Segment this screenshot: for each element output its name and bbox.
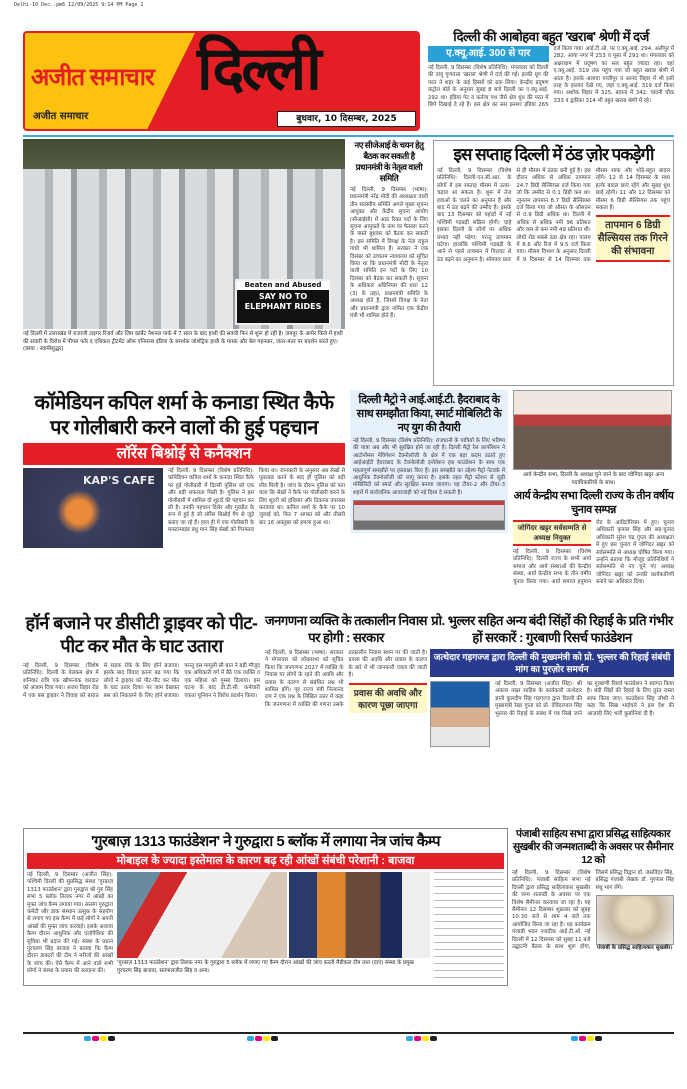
- cji-headline: नए सीजेआई के चयन हेतु बैठक कर सकती है प्रधानमंत्री के नेतृत्व वाली समिति: [354, 140, 424, 183]
- arya-photo: [513, 390, 672, 470]
- cold-headline: इस सप्ताह दिल्ली में ठंड ज़ोर पकड़ेगी: [453, 145, 654, 164]
- cold-body-wrap: [437, 168, 670, 265]
- cafe-photo: [23, 468, 163, 548]
- arya-photo-caption: आर्य केन्द्रीय सभा, दिल्ली के अध्यक्ष चुने जाने के बाद जोगिंदर खट्टर अन्य पदाधिकारियों के साथ।: [522, 472, 665, 486]
- arya-body-wrap: [513, 520, 674, 587]
- arya-headline: आर्य केन्द्रीय सभा दिल्ली राज्य के तीन वर्षीय चुनाव सम्पन्न: [513, 490, 674, 516]
- sign-text-2: SAY NO TO ELEPHANT RIDES: [244, 292, 322, 311]
- divider: [23, 135, 674, 137]
- color-registration-mark: [247, 1036, 278, 1041]
- color-registration-mark: [406, 1036, 437, 1041]
- eye-camp-band: मोबाइल के ज्यादा इस्तेमाल के कारण बढ़ रही आंखों संबंधी परेशानी : बाजवा: [27, 853, 504, 869]
- kapil-row: [23, 468, 345, 548]
- kapil-headline: कॉमेडियन कपिल शर्मा के कनाडा स्थित कैफे पर गोलीबारी करने वालों की हुई पहचान: [34, 392, 334, 439]
- cold-body: नई दिल्ली, 9 दिसम्बर (विशेष प्रतिनिधि): दिल्ली-एन.सी.आर. के लोगों में इस सप्ताह मौसम में उतार-चढ़ाव आ सकता है। शुरू में तेज हवाओं के चलने का अनुमान है और बाद में ठंड बढ़ने की उम्मीद है। इसके बाद 13 दिसम्बर को पहाड़ों में नई पश्चिमी गड़बड़ी सक्रिय होगी। चाहे इसका दिल्ली के लोगों पर अधिक प्रभाव नहीं पड़ेगा; परन्तु तापमान घटेगा। हालांकि पश्चिमी गड़बड़ी के आने से पहले तापमान में गिरावट से ठंड बढ़ने का अनुमान है। सोमवार प्रातः से ही मौसम में ठंडक बनी हुई है। इस दौरान अधिक से अधिक तापमान 24.7 डिग्री सैल्सियस दर्ज किया गया जो कि उम्मीद से 0.1 डिग्री कम था। न्यूनतम तापमान 8.7 डिग्री सैल्सियस दर्ज किया गया जो औसत के औसतन से 0.9 डिग्री अधिक था। दिल्ली में अधिक से अधिक नमी 96 प्रतिशत और कम से कम नमी 49 प्रतिशत थी। लोधी रोड सबसे ठंडा क्षेत्र रहा। पालम में 8.6 और रिज में 9.5 दर्ज किया गया। मौसम विभाग के अनुसार दिल्ली में 9 दिसम्बर से 14 दिसम्बर तक मौसम साफ और थोड़े-बहुत बादल रहेंगे। 12 से 14 दिसम्बर के मध्य हल्के बादल छाए रहेंगे और सुबह धुंध छाई रहेगी। 11 और 12 दिसम्बर को मौसम 6 डिग्री सैल्सियस तक पहुंच सकता है।: [437, 168, 670, 263]
- eye-camp-row: [27, 872, 504, 982]
- bhullar-story: [430, 612, 674, 747]
- metro-story: [350, 390, 508, 533]
- sahitya-headline: पंजाबी साहित्य सभा द्वारा प्रसिद्ध साहित्यकार सुखबीर की जन्मशताब्दी के अवसर पर सैमीनार 12 को: [512, 828, 674, 866]
- kapil-band: लॉरेंस बिश्नोई से कनैक्शन: [23, 443, 345, 465]
- eye-camp-caption: 'गुरबाज़ 1313 फाउंडेशन' द्वारा तिलक नगर के गुरुद्वारा 5 ब्लॉक में लगाए गए कैम्प दौरान आंखों की जांच करती मैडीकल टीम तथा (दाएं) संस्था के प्रमुख गुरचरण सिंह बाजवा, सतपालजीत सिंह व अन्य।: [117, 960, 414, 974]
- aqi-headline: दिल्ली की आबोहवा बहुत 'खराब' श्रेणी में दर्ज: [453, 29, 649, 44]
- temperature-box: तापमान 6 डिग्री सैल्सियस तक गिरने की संभावना: [596, 215, 670, 262]
- arya-story: [513, 472, 674, 587]
- lead-photo-caption: नई दिल्ली में उत्तराखंड में राजाजी टाइगर रिजर्व और जिम कार्बेट नैशनल पार्क में 7 साल के बाद हाथी की सवारी फिर से शुरू हो रही है। जयपुर के आमेर किले में हाथी की सवारी के विरोध में पीपल फॉर द एथिकल ट्रीटमेंट ऑफ एनिमल्स इंडिया के समर्थक जोशेट्रिक हाथी के मास्क और बेल पहनकर, जंतर-मंतर पर प्रदर्शन करते हुए। (छाया : स्वामीशुद्धर): [23, 331, 343, 352]
- eye-camp-story: [23, 828, 508, 986]
- kapil-body: नई दिल्ली, 9 दिसम्बर (विशेष प्रतिनिधि): कॉमेडियन कपिल शर्मा के कनाडा स्थित कैफे पर हुई गोलीबारी में दिल्ली पुलिस को एक और बड़ी सफलता मिली है। पुलिस ने इस गोलीबारी में शामिल दो शूटरों की पहचान कर ली है। उनकी पहचान दिलेर और गुरप्रीत के रूप में हुई है जो लॉरेंस बिश्नोई गैंग से जुड़े बताए जा रहे हैं। हाल ही में एक गोलीबारी के मास्टरमाइंड बंधु मान सिंह सेखों को गिरफ्तार किया था। जानकारी के अनुसार अब सेखों से पूछताछ करने के बाद ही पुलिस को बड़ी लीड मिली है। जांच के दौरान पुलिस को पता चला कि सेखों ने कैफे पर गोलीबारी करने के लिए शूटरों को हथियार और ठिकाना उपलब्ध करवाया था। कपिल शर्मा के कैफे पर 10 जुलाई को, फिर 7 अगस्त को और तीसरी बार 16 अक्तूबर को हमला हुआ था।: [168, 468, 345, 534]
- aqi-story: [428, 29, 674, 133]
- masthead-title: दिल्ली: [197, 35, 319, 102]
- metro-body: नई दिल्ली, 9 दिसम्बर (विशेष प्रतिनिधि): राजधानी के यात्रियों के लिए भविष्य की यात्रा अब और भी सुरक्षित होने जा रही है। दिल्ली मैट्रो रेल कार्पोरेशन ने आटोनोमस नेविगेशन टैक्नोलॉजी के क्षेत्र में एक बड़ा कदम उठाते हुए आईआईटी हैदराबाद के टैक्नोलॉजी इनोवेशन हब फाउंडेशन के साथ एक महत्वपूर्ण समझौते पर हस्ताक्षर किए हैं। इस समझौते का उद्देश्य मैट्रो नेटवर्क में आधुनिक टैक्नोलॉजी को लागू करना है। इसके तहत मैट्रो स्टेशन से जुड़ी मोबिलिटी को स्मार्ट और सुरक्षित बनाया जाएगा। यह टीयर-2 और टीयर-3 शहरों में सार्वजनिक आवाजाही को नई दिशा दे सकती है।: [353, 438, 505, 496]
- bottom-rule: [23, 1032, 674, 1034]
- census-body: नई दिल्ली, 9 दिसम्बर (भाषा): सरकार ने मंगलवार को लोकसभा को सूचित किया कि जनगणना 2027 में व्यक्ति के निवास पर लोगों के रहने की अवधि और प्रवास के कारण से संबंधित प्रश्न भी शामिल होंगे। गृह राज्य मंत्री नित्यानंद राय ने एक प्रश्न के लिखित उत्तर में कहा कि जनगणना में व्यक्ति की गणना उसके तत्कालीन निवास स्थान पर की जाती है। प्रवास की अवधि और प्रवास के कारण के बारे में भी जानकारी एकत्र की जाती है।: [265, 650, 427, 708]
- kapil-story: [23, 391, 345, 548]
- dtc-story: [23, 612, 260, 700]
- sahitya-photo-caption: पंजाबी के प्रसिद्ध साहित्यकार सुखबीर।: [597, 945, 673, 952]
- sahitya-photo: [596, 895, 675, 945]
- dtc-body: नई दिल्ली, 9 दिसम्बर (विशेष प्रतिनिधि): दिल्ली के वेलकम क्षेत्र में शनिवार रात्रि एक खौफनाक वारदात को अंजाम दिया गया। अजय विहार रोड में एक बस ड्राइवर ने विवाह को बारात से सड़क रोके के लिए हॉर्न बजाया। इसके बाद विवाद इतना बढ़ गया कि लोगों ने ड्राइवर को पीट-पीट कर मौत के घाट उतार दिया। पर जाम देखकर बस को निकालने के लिए हॉर्न बजाया। परन्तु इस मामूली सी बात ने बड़ी मौजूद एक अधिकारी वर्ग में बैठे एक व्यक्ति व एक महिला को गुस्सा दिलाया। इस घटना के बाद डी.टी.सी. कर्मचारी एकता यूनियन ने विरोध प्रदर्शन किया।: [23, 663, 260, 699]
- census-story: [265, 612, 427, 713]
- bhullar-band: जत्थेदार गड़गज्ज द्वारा दिल्ली की मुख्यमंत्री को प्रो. भुल्लर की रिहाई संबंधी मांग का पुरज़ोर समर्थन: [430, 649, 674, 677]
- cji-body: नई दिल्ली, 9 दिसम्बर (भाषा): प्रधानमंत्री नरेंद्र मोदी की अध्यक्षता वाली तीन सदस्यीय समिति अगले मुख्य सूचना आयुक्त और केंद्रीय सूचना आयोग (सीआईसी) में आठ रिक्त पदों के लिए सूचना आयुक्तों के नाम पर फैसला करने के वास्ते बुधवार को बैठक कर सकती है। इस समिति में विपक्ष के नेता राहुल गांधी भी शामिल हैं। सरकार ने एक दिसंबर को उच्चतम न्यायालय को सूचित किया था कि प्रधानमंत्री मोदी के नेतृत्व वाली समिति इन पदों के लिए 10 दिसंबर को बैठक कर सकती है। सूचना के अधिकार अधिनियम की धारा 12 (3) के तहत, प्रधानमंत्री समिति के अध्यक्ष होते हैं, जिसमें विपक्ष के नेता और प्रधानमंत्री द्वारा नामित एक केंद्रीय मंत्री भी शामिल होते हैं।: [350, 187, 428, 319]
- aqi-box: ए.क्यू.आई. 300 से पार: [428, 46, 549, 62]
- issue-date: बुधवार, 10 दिसम्बर, 2025: [277, 111, 416, 127]
- metro-photo: [353, 500, 505, 530]
- eye-camp-body: नई दिल्ली, 9 दिसम्बर (अजीत सिंह): पश्चिमी दिल्ली की सुप्रसिद्ध संस्था 'गुरबाज़ 1313 फाउंडेशन' द्वारा गुरुद्वारा श्री गुरु सिंह सभा 5 ब्लॉक तिलक नगर में आंखों का मुफ्त जांच कैम्प लगाया गया। सत्संग गुरुद्वारा कमेटी और डाक संस्थान उत्सुक के सहयोग से लगाए गए इस कैम्प में कई लोगों ने अपनी आंखों की मुफ्त जांच करवाई। इसके अलावा कैम्प दौरान आधुनिक और एलोपैथिक की सुविधा भी प्रदान की गई। संस्था के प्रधान गुरचरण सिंह बाजवा ने बताया कि कैम्प दौरान डाक्टरों की टीम ने मरीजों की आंखों के जांच की। ऐसे कैम्प में आने वाले सभी लोगों ने संस्था के प्रयास की सराहना की।: [27, 872, 113, 975]
- sub-brand: अजीत समाचार: [33, 111, 89, 122]
- aqi-body: नई दिल्ली, 9 दिसम्बर (विशेष प्रतिनिधि): मंगलवार को दिल्ली की वायु गुणवत्ता 'खराब' श्रेणी में दर्ज की गई। हल्की धूप की परत ने शहर के कई हिस्सों को ढक लिया। केन्द्रीय प्रदूषण कंट्रोल बोर्ड के अनुसार सुबह 8 बजे दिल्ली का ए.क्यू.आई. 292 था। इंडिया गेट व कर्तव्य पथ जैसे क्षेत्र धुंध की परत में छिपे दिखाई दे रहे हैं। इस क्षेत्र का स्तर क्रमशः इंडिया 265 दर्ज किया गया। आई.टी.ओ. पर ए.क्यू.आई. 294, अलीपुर में 282, आया नगर में 253 व पूसा में 291 था। मंगलवार को अक्षरधाम में प्रदूषण का स्तर बहुत ज्यादा रहा। वहां ए.क्यू.आई. 319 तक पहुंच गया जो बहुत खराब श्रेणी में आता है। इसके अलावा गाजीपुर व आनंद विहार में भी इसी तरह के हालात देखे गए, जहां ए.क्यू.आई. 319 दर्ज किया गया। अशोक विहार में 325, बवाना में 342, चांदनी चौक 333 व द्वारिका 314 भी बहुत खराब श्रेणी में रहे।: [428, 46, 674, 109]
- eye-camp-photo-right: [289, 872, 430, 958]
- arya-box: जोगिंदर खट्टर सर्वसम्मति से अध्यक्ष नियुक्त: [513, 520, 591, 546]
- cji-story: [350, 140, 428, 320]
- sign-text-1: Beaten and Abused: [237, 281, 329, 290]
- dtc-headline: हॉर्न बजाने पर डीसीटी ड्राइवर को पीट-पीट कर मौत के घाट उतारा: [25, 613, 258, 656]
- sahitya-story: [512, 828, 674, 954]
- cafe-sign: KAP'S CAFE: [83, 474, 155, 487]
- color-registration-mark: [571, 1036, 602, 1041]
- cold-story: [433, 140, 674, 386]
- brand-logo-text: अजीत समाचार: [31, 64, 154, 91]
- eye-camp-body-cont: [434, 872, 504, 982]
- arya-body: नई दिल्ली, 9 दिसम्बर (विशेष प्रतिनिधि): दिल्ली राज्य के सभी आर्य समाज और आर्य संस्थाओं की केन्द्रीय संस्था, आर्य केन्द्रीय सभा के तीन वर्षीय चुनाव किया गया। आर्य समाज हनुमान रोड के आडिटोरियम में हुए। चुनाव अधिकारी कृपाल सिंह और सह-चुनाव अधिकारी सुरेश चंद्र गुप्ता की अध्यक्षता में हुए इस चुनाव में जोगिंदर खट्टर को सर्वसम्मति से अध्यक्ष घोषित किया गया। उन्होंने बताया कि मौजूद प्रतिनिधियों ने सर्वसम्मति से नए चुने गए अध्यक्ष जोगिंदर खट्टर को उनकी कार्यकारिणी बनाने का अधिकार दिया।: [513, 520, 674, 586]
- census-body-wrap: [265, 650, 427, 713]
- bhullar-row: [430, 681, 674, 747]
- aqi-body-wrap: [428, 46, 674, 109]
- eye-camp-photo-left: [117, 872, 287, 958]
- census-headline: जनगणना व्यक्ति के तत्कालीन निवास पर होगी : सरकार: [265, 613, 427, 645]
- masthead: [23, 31, 420, 131]
- eye-camp-photos: [117, 872, 430, 982]
- sahitya-body: नई दिल्ली, 9 दिसम्बर (विशेष प्रतिनिधि): पंजाबी साहित्य सभा नई दिल्ली द्वारा प्रसिद्ध साहित्यकार सुखबीर की जन्म शताब्दी के अवसर पर एक विशेष सैमीनार करवाया जा रहा है। यह सैमीनार 12 दिसम्बर शुक्रवार को सुबह 10:30 बजे से शाम 4 बजे तक आयोजित किया जा रहा है। यह कार्यक्रम पंजाबी भवन नजदीक आई.टी.ओ. नई दिल्ली में 12 दिसम्बर को सुबह 11 बजे उद्घाटनी बैठक के साथ शुरू होगा, जिसमें प्रसिद्ध विद्वान डॉ. जसविंदर सिंह, प्रसिद्ध पंजाबी लेखक डॉ. गुरपाल सिंह संधू भाग लेंगे।: [512, 870, 674, 951]
- bhullar-headline: प्रो. भुल्लर सहित अन्य बंदी सिंहों की रिहाई के प्रति गंभीर हों सरकारें : गुरबाणी रिसर्च फाउंडेशन: [431, 613, 673, 645]
- bhullar-photo: [430, 681, 490, 747]
- eye-camp-headline: 'गुरबाज़ 1313 फाउंडेशन' ने गुरुद्वारा 5 ब्लॉक में लगाया नेत्र जांच कैम्प: [90, 833, 441, 850]
- lead-photo: [23, 139, 345, 329]
- sahitya-photo-block: [596, 895, 675, 953]
- migration-box: प्रवास की अवधि और कारण पूछा जाएगा: [349, 683, 428, 713]
- sahitya-body-wrap: [512, 870, 674, 954]
- bhullar-body: नई दिल्ली, 9 दिसम्बर (अजीत सिंह): श्री अकाल तख्त साहिब के कार्यकारी जत्थेदार ज्ञानी कुलदीप सिंह गड़गज्ज द्वारा दिल्ली की मुख्यमंत्री रेखा गुप्ता को प्रो. देविंदरपाल सिंह भुल्लर की रिहाई के संबंध में पत्र लिखे जाने का गुरबाणी रिसर्च फाउंडेशन ने स्वागत किया है। बंदी सिंहों की रिहाई के लिए तुरंत रास्ता साफ किया जाए। फाउंडेशन सिंह जोशी ने कहा कि सिख भाईचारे ने इस देश की आज़ादी लिए भारी कुर्बानियां दी हैं।: [495, 681, 674, 717]
- protest-sign: [235, 279, 331, 325]
- metro-headline: दिल्ली मैट्रो ने आई.आई.टी. हैदराबाद के साथ समझौता किया, स्मार्ट मोबिलिटी के नए युग की तैयारी: [356, 394, 502, 434]
- print-slug: Delhi-10 Dec..pm6 12/09/2025 9:14 PM Page 1: [14, 2, 144, 8]
- color-registration-mark: [84, 1036, 115, 1041]
